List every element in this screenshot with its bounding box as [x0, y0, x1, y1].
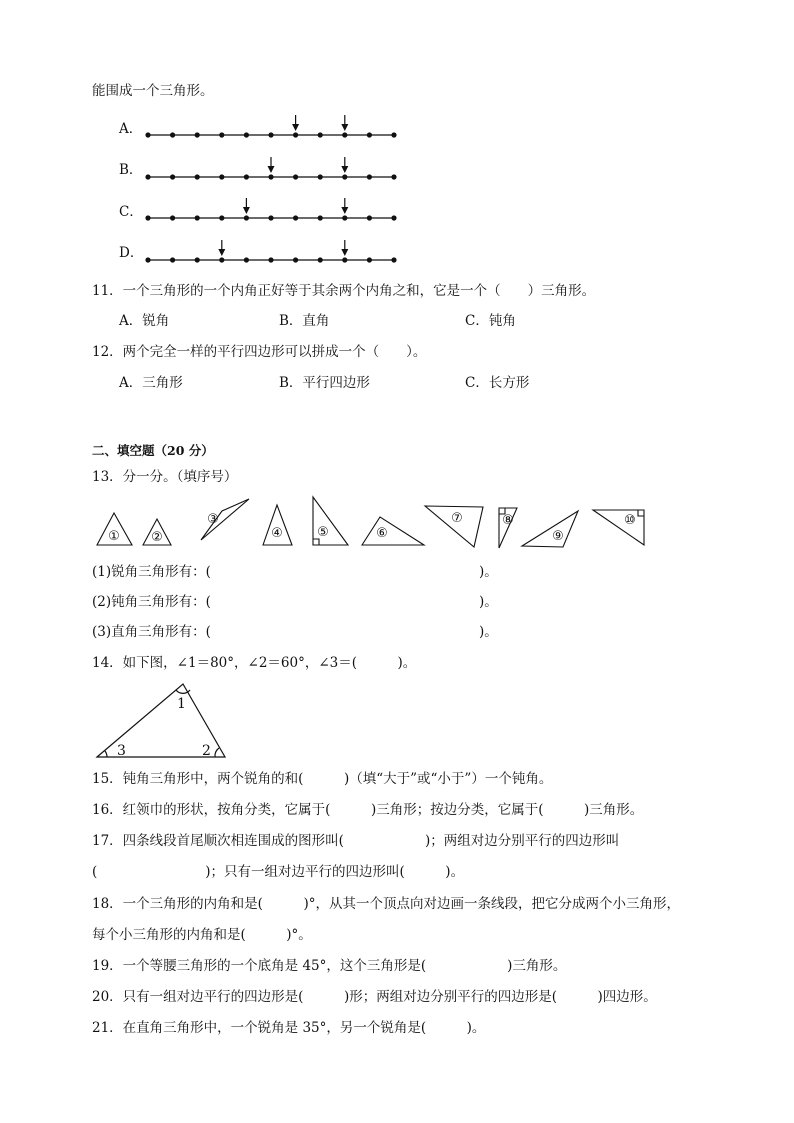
option-c-label[interactable]: C． — [119, 204, 143, 220]
tri-label-4: ④ — [271, 526, 283, 541]
q13-obtuse-line: (2)钝角三角形有：( — [92, 594, 211, 610]
q19-text: 19．一个等腰三角形的一个底角是 45°，这个三角形是( )三角形。 — [92, 958, 567, 974]
q16-text: 16．红领巾的形状，按角分类，它属于( )三角形；按边分类，它属于( )三角形。 — [92, 802, 644, 818]
tri-label-3: ③ — [207, 512, 219, 527]
tri-label-1: ① — [108, 529, 120, 544]
q21-text: 21．在直角三角形中，一个锐角是 35°，另一个锐角是( )。 — [92, 1020, 486, 1036]
q14-text: 14．如下图，∠1＝80°，∠2＝60°，∠3＝( )。 — [92, 655, 417, 671]
q11-option-a[interactable]: A．锐角 — [119, 313, 170, 329]
angle-3-label: 3 — [117, 743, 126, 759]
option-a-label[interactable]: A． — [119, 121, 143, 137]
angle-2-label: 2 — [202, 743, 211, 759]
q13-text: 13．分一分。（填序号） — [92, 469, 238, 485]
q13-acute-line: (1)锐角三角形有：( — [92, 564, 211, 580]
tri-label-7: ⑦ — [451, 511, 463, 526]
option-b-label[interactable]: B． — [119, 162, 143, 178]
tri-label-5: ⑤ — [317, 525, 329, 540]
tri-label-10: ⑩ — [624, 513, 636, 528]
intro-text: 能围成一个三角形。 — [92, 83, 214, 99]
q18-text-line2: 每个小三角形的内角和是( )°。 — [92, 927, 312, 943]
q12-option-b[interactable]: B．平行四边形 — [279, 375, 370, 391]
tri-label-6: ⑥ — [376, 526, 388, 541]
q12-option-c[interactable]: C．长方形 — [465, 375, 530, 391]
angle-1-label: 1 — [177, 696, 186, 712]
q17-text-line1: 17．四条线段首尾顺次相连围成的图形叫( )；两组对边分别平行的四边形叫 — [92, 833, 620, 849]
tri-label-2: ② — [151, 530, 163, 545]
q15-text: 15．钝角三角形中，两个锐角的和( )（填“大于”或“小于”）一个钝角。 — [92, 771, 553, 787]
q18-text-line1: 18．一个三角形的内角和是( )°，从其一个顶点向对边画一条线段，把它分成两个小三角形， — [92, 896, 680, 912]
q20-text: 20．只有一组对边平行的四边形是( )形；两组对边分别平行的四边形是( )四边形。 — [92, 989, 657, 1005]
q13-obtuse-end: )。 — [479, 594, 498, 610]
tri-label-9: ⑨ — [552, 529, 564, 544]
section-heading: 二、填空题（20 分） — [92, 443, 214, 458]
q12-option-a[interactable]: A．三角形 — [119, 375, 183, 391]
q12-text: 12．两个完全一样的平行四边形可以拼成一个（ ）。 — [92, 344, 427, 360]
q13-right-end: )。 — [479, 624, 498, 640]
q11-text: 11．一个三角形的一个内角正好等于其余两个内角之和，它是一个（ ）三角形。 — [92, 283, 596, 299]
q13-acute-end: )。 — [479, 564, 498, 580]
q13-right-line: (3)直角三角形有：( — [92, 624, 211, 640]
option-d-label[interactable]: D． — [119, 245, 144, 261]
q17-text-line2: ( )；只有一组对边平行的四边形叫( )。 — [92, 864, 465, 880]
q11-option-c[interactable]: C．钝角 — [465, 313, 516, 329]
tri-label-8: ⑧ — [502, 513, 514, 528]
q11-option-b[interactable]: B．直角 — [279, 313, 330, 329]
